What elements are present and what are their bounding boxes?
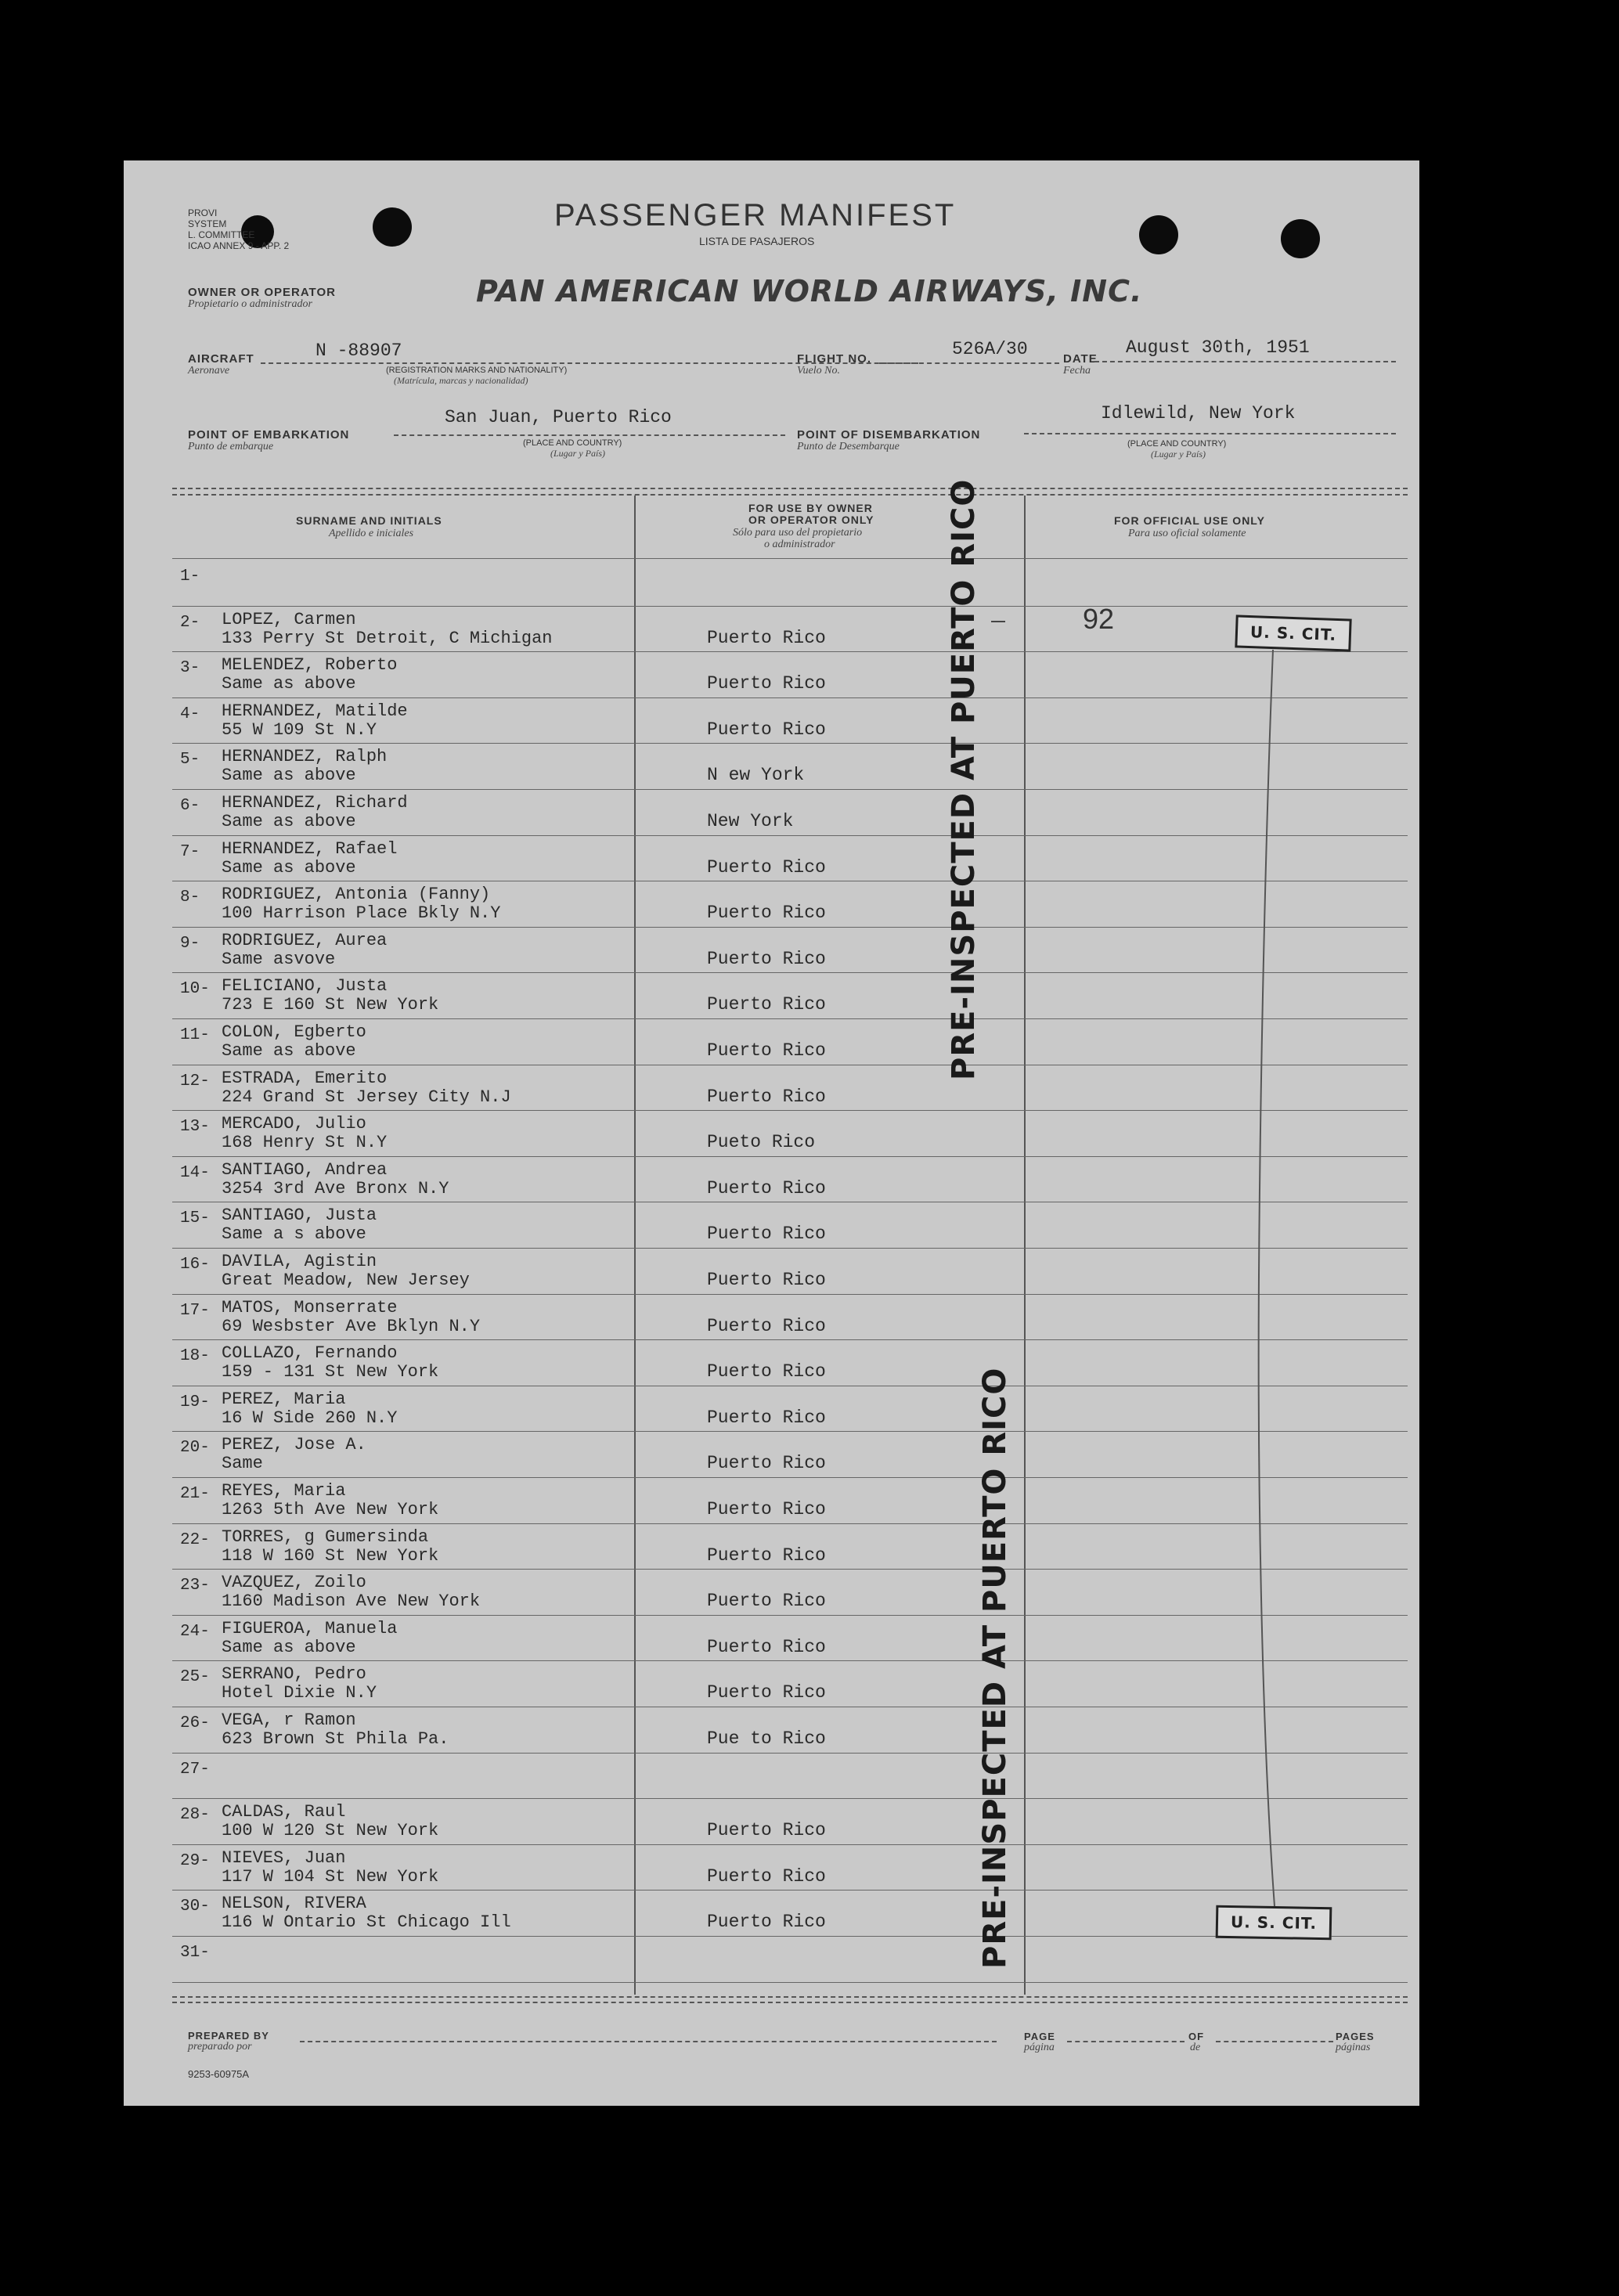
row-number: 25- bbox=[180, 1668, 210, 1687]
passenger-address: Same as above bbox=[222, 1637, 356, 1657]
row-number: 6- bbox=[180, 797, 200, 815]
passenger-destination: Pueto Rico bbox=[707, 1132, 816, 1153]
passenger-destination: Puerto Rico bbox=[707, 1453, 826, 1474]
col-official-header-es: Para uso oficial solamente bbox=[1128, 528, 1246, 539]
official-number: 92 bbox=[1083, 603, 1115, 635]
row-number: 3- bbox=[180, 659, 200, 678]
row-number: 29- bbox=[180, 1851, 210, 1870]
passenger-destination: Puerto Rico bbox=[707, 1315, 826, 1336]
passenger-destination: Puerto Rico bbox=[707, 1040, 826, 1061]
row-number: 30- bbox=[180, 1898, 210, 1916]
row-number: 16- bbox=[180, 1256, 210, 1274]
row-divider bbox=[172, 1339, 1408, 1340]
passenger-name: NELSON, RIVERA bbox=[222, 1894, 366, 1914]
row-number: 27- bbox=[180, 1760, 210, 1779]
row-number: 24- bbox=[180, 1622, 210, 1641]
passenger-address: 55 W 109 St N.Y bbox=[222, 719, 377, 740]
col-surname-header: SURNAME AND INITIALS bbox=[296, 514, 442, 527]
row-number: 10- bbox=[180, 980, 210, 999]
table-top-border-2 bbox=[172, 494, 1408, 496]
table-bottom-border-2 bbox=[172, 2002, 1408, 2003]
passenger-destination: New York bbox=[707, 811, 794, 831]
row-number: 14- bbox=[180, 1163, 210, 1182]
passenger-destination: Puerto Rico bbox=[707, 1086, 826, 1107]
passenger-address: Same as above bbox=[222, 766, 356, 786]
row-divider bbox=[172, 1110, 1408, 1111]
column-divider-1 bbox=[634, 496, 636, 1995]
passenger-name: RODRIGUEZ, Aurea bbox=[222, 930, 388, 950]
row-divider bbox=[172, 1753, 1408, 1754]
row-divider bbox=[172, 1156, 1408, 1157]
passenger-address: 1263 5th Ave New York bbox=[222, 1500, 439, 1519]
row-number: 26- bbox=[180, 1714, 210, 1732]
row-number: 21- bbox=[180, 1485, 210, 1503]
passenger-destination: Puerto Rico bbox=[707, 1865, 826, 1887]
passenger-address: 69 Wesbster Ave Bklyn N.Y bbox=[222, 1316, 481, 1336]
passenger-name: TORRES, g Gumersinda bbox=[222, 1526, 429, 1547]
passenger-address: 16 W Side 260 N.Y bbox=[222, 1408, 398, 1428]
passenger-name: VAZQUEZ, Zoilo bbox=[222, 1573, 366, 1593]
airline-name: PAN AMERICAN WORLD AIRWAYS, INC. bbox=[476, 274, 1143, 308]
row-number: 13- bbox=[180, 1118, 210, 1137]
row-divider bbox=[172, 606, 1408, 607]
column-divider-2 bbox=[1024, 496, 1026, 1995]
owner-label: OWNER OR OPERATOR bbox=[188, 286, 336, 299]
row-divider bbox=[172, 697, 1408, 698]
passenger-address: 623 Brown St Phila Pa. bbox=[222, 1729, 449, 1749]
row-number: 18- bbox=[180, 1347, 210, 1366]
punch-hole-right bbox=[1281, 219, 1320, 258]
page-label-es: página bbox=[1024, 2042, 1055, 2053]
pages-label-es: páginas bbox=[1336, 2042, 1371, 2053]
passenger-destination: Puerto Rico bbox=[707, 1177, 826, 1198]
passenger-name: SANTIAGO, Justa bbox=[222, 1206, 377, 1226]
aircraft-value: N -88907 bbox=[316, 341, 402, 361]
embark-line bbox=[394, 434, 785, 436]
passenger-destination: Puerto Rico bbox=[707, 1499, 826, 1519]
passenger-name: FELICIANO, Justa bbox=[222, 976, 388, 997]
date-label: DATE bbox=[1063, 352, 1098, 366]
punch-hole-left bbox=[373, 207, 412, 247]
flight-label-es: Vuelo No. bbox=[797, 365, 840, 377]
row-divider bbox=[172, 1982, 1408, 1983]
passenger-address: 723 E 160 St New York bbox=[222, 995, 439, 1015]
passenger-address: 3254 3rd Ave Bronx N.Y bbox=[222, 1178, 449, 1198]
row-divider bbox=[172, 972, 1408, 973]
col-surname-header-es: Apellido e iniciales bbox=[329, 528, 414, 539]
us-cit-ditto-line bbox=[1251, 650, 1298, 1910]
col-owner-header-es-2: o administrador bbox=[764, 539, 835, 550]
embarkation-value: San Juan, Puerto Rico bbox=[445, 407, 672, 427]
passenger-address: 159 - 131 St New York bbox=[222, 1362, 439, 1382]
print-code: 9253-60975A bbox=[188, 2068, 250, 2080]
passenger-destination: Pue to Rico bbox=[707, 1728, 826, 1749]
passenger-name: REYES, Maria bbox=[222, 1481, 346, 1501]
disembark-place-caption-es: (Lugar y País) bbox=[1151, 449, 1206, 460]
passenger-destination: Puerto Rico bbox=[707, 1912, 826, 1933]
row-divider bbox=[172, 1660, 1408, 1661]
of-label-es: de bbox=[1190, 2042, 1201, 2053]
passenger-name: MERCADO, Julio bbox=[222, 1114, 366, 1134]
passenger-address: Same bbox=[222, 1454, 263, 1474]
passenger-address: 100 Harrison Place Bkly N.Y bbox=[222, 903, 501, 924]
passenger-destination: Puerto Rico bbox=[707, 627, 826, 648]
prepared-by-label-es: preparado por bbox=[188, 2041, 252, 2053]
disembark-label-es: Punto de Desembarque bbox=[797, 441, 900, 452]
row-divider bbox=[172, 1615, 1408, 1616]
passenger-destination: N ew York bbox=[707, 765, 805, 786]
passenger-name: COLON, Egberto bbox=[222, 1022, 366, 1042]
passenger-address: 118 W 160 St New York bbox=[222, 1545, 439, 1566]
passenger-address: Same as above bbox=[222, 857, 356, 878]
passenger-destination: Puerto Rico bbox=[707, 673, 826, 694]
row-number: 1- bbox=[180, 568, 200, 586]
row-number: 31- bbox=[180, 1944, 210, 1962]
passenger-address: 117 W 104 St New York bbox=[222, 1866, 439, 1887]
pre-inspected-stamp-upper: PRE-INSPECTED AT PUERTO RICO bbox=[946, 478, 982, 1080]
page-line bbox=[1067, 2041, 1185, 2042]
passenger-destination: Puerto Rico bbox=[707, 719, 826, 740]
passenger-name: PEREZ, Jose A. bbox=[222, 1435, 366, 1455]
row-divider bbox=[172, 743, 1408, 744]
passenger-address: Same a s above bbox=[222, 1224, 366, 1245]
row-number: 22- bbox=[180, 1530, 210, 1549]
passenger-name: SERRANO, Pedro bbox=[222, 1664, 366, 1685]
passenger-destination: Puerto Rico bbox=[707, 903, 826, 924]
embark-label: POINT OF EMBARKATION bbox=[188, 428, 350, 442]
passenger-destination: Puerto Rico bbox=[707, 994, 826, 1015]
row-number: 23- bbox=[180, 1577, 210, 1595]
owner-label-es: Propietario o administrador bbox=[188, 298, 312, 310]
row-divider bbox=[172, 1569, 1408, 1570]
page-title-es: LISTA DE PASAJEROS bbox=[699, 235, 815, 247]
pages-label: PAGES bbox=[1336, 2031, 1375, 2042]
passenger-address: Same asvove bbox=[222, 949, 336, 969]
embark-place-caption-es: (Lugar y País) bbox=[550, 448, 605, 459]
row-number: 20- bbox=[180, 1439, 210, 1458]
passenger-destination: Puerto Rico bbox=[707, 1407, 826, 1428]
passenger-address: Hotel Dixie N.Y bbox=[222, 1683, 377, 1703]
row-divider bbox=[172, 1523, 1408, 1524]
form-code: PROVI SYSTEM L. COMMITTEE ICAO ANNEX 9 - APP. 2 bbox=[188, 207, 290, 251]
passenger-name: ESTRADA, Emerito bbox=[222, 1068, 388, 1088]
passenger-name: NIEVES, Juan bbox=[222, 1847, 346, 1868]
passenger-name: RODRIGUEZ, Antonia (Fanny) bbox=[222, 885, 491, 905]
passenger-address: Same as above bbox=[222, 674, 356, 694]
row-divider bbox=[172, 789, 1408, 790]
page-title: PASSENGER MANIFEST bbox=[554, 198, 957, 232]
aircraft-label-es: Aeronave bbox=[188, 365, 230, 377]
disembarkation-value: Idlewild, New York bbox=[1101, 403, 1296, 424]
row-divider bbox=[172, 927, 1408, 928]
registration-caption: (REGISTRATION MARKS AND NATIONALITY) bbox=[386, 366, 568, 375]
header-row-border bbox=[172, 558, 1408, 559]
us-cit-stamp-top: U. S. CIT. bbox=[1235, 615, 1351, 651]
pre-inspected-stamp-lower: PRE-INSPECTED AT PUERTO RICO bbox=[977, 1367, 1013, 1969]
passenger-destination: Puerto Rico bbox=[707, 856, 826, 878]
passenger-name: HERNANDEZ, Rafael bbox=[222, 838, 398, 859]
passenger-address: 100 W 120 St New York bbox=[222, 1821, 439, 1841]
col-owner-header-es-1: Sólo para uso del propietario bbox=[733, 527, 863, 539]
row-number: 19- bbox=[180, 1393, 210, 1411]
row-number: 2- bbox=[180, 613, 200, 632]
passenger-destination: Puerto Rico bbox=[707, 1361, 826, 1382]
row-divider bbox=[172, 1798, 1408, 1799]
row-number: 9- bbox=[180, 934, 200, 953]
passenger-name: COLLAZO, Fernando bbox=[222, 1343, 398, 1364]
disembark-label: POINT OF DISEMBARKATION bbox=[797, 428, 981, 442]
row-divider bbox=[172, 835, 1408, 836]
table-bottom-border bbox=[172, 1996, 1408, 1998]
punch-hole-middle bbox=[1139, 215, 1178, 254]
date-value: August 30th, 1951 bbox=[1126, 337, 1310, 358]
row-number: 4- bbox=[180, 705, 200, 723]
row-divider bbox=[172, 1294, 1408, 1295]
table-top-border bbox=[172, 488, 1408, 489]
row-divider bbox=[172, 1477, 1408, 1478]
passenger-name: FIGUEROA, Manuela bbox=[222, 1618, 398, 1638]
row-number: 5- bbox=[180, 751, 200, 770]
disembark-place-caption: (PLACE AND COUNTRY) bbox=[1127, 439, 1227, 449]
check-mark bbox=[991, 621, 1005, 622]
passenger-name: HERNANDEZ, Matilde bbox=[222, 701, 408, 721]
passenger-destination: Puerto Rico bbox=[707, 1224, 826, 1245]
passenger-destination: Puerto Rico bbox=[707, 1820, 826, 1841]
row-divider bbox=[172, 1844, 1408, 1845]
row-number: 12- bbox=[180, 1072, 210, 1090]
passenger-name: PEREZ, Maria bbox=[222, 1389, 346, 1409]
passenger-destination: Puerto Rico bbox=[707, 1544, 826, 1566]
row-number: 11- bbox=[180, 1026, 210, 1044]
passenger-address: Same as above bbox=[222, 1041, 356, 1061]
passenger-address: 116 W Ontario St Chicago Ill bbox=[222, 1912, 511, 1933]
passenger-destination: Puerto Rico bbox=[707, 1270, 826, 1290]
passenger-address: 133 Perry St Detroit, C Michigan bbox=[222, 628, 553, 648]
passenger-address: Same as above bbox=[222, 812, 356, 831]
of-label: OF bbox=[1188, 2031, 1205, 2042]
passenger-name: HERNANDEZ, Ralph bbox=[222, 747, 388, 767]
embark-label-es: Punto de embarque bbox=[188, 441, 274, 452]
passenger-address: Great Meadow, New Jersey bbox=[222, 1271, 470, 1290]
row-divider bbox=[172, 1248, 1408, 1249]
prepared-by-label: PREPARED BY bbox=[188, 2030, 269, 2042]
manifest-sheet bbox=[124, 160, 1419, 2106]
row-divider bbox=[172, 1890, 1408, 1891]
passenger-name: VEGA, r Ramon bbox=[222, 1710, 356, 1730]
passenger-name: SANTIAGO, Andrea bbox=[222, 1159, 388, 1180]
passenger-address: 224 Grand St Jersey City N.J bbox=[222, 1087, 511, 1107]
passenger-destination: Puerto Rico bbox=[707, 1636, 826, 1657]
us-cit-stamp-bottom: U. S. CIT. bbox=[1216, 1905, 1332, 1941]
row-divider bbox=[172, 651, 1408, 652]
prepared-by-line bbox=[300, 2041, 997, 2042]
row-number: 8- bbox=[180, 888, 200, 907]
date-line bbox=[1094, 361, 1396, 362]
col-owner-header-1: FOR USE BY OWNER bbox=[748, 502, 873, 514]
passenger-address: 1160 Madison Ave New York bbox=[222, 1591, 481, 1612]
col-owner-header-2: OR OPERATOR ONLY bbox=[748, 514, 874, 526]
aircraft-label: AIRCRAFT bbox=[188, 352, 254, 366]
embark-place-caption: (PLACE AND COUNTRY) bbox=[523, 438, 622, 448]
date-label-es: Fecha bbox=[1063, 365, 1091, 377]
page-label: PAGE bbox=[1024, 2031, 1055, 2042]
row-number: 28- bbox=[180, 1806, 210, 1825]
row-divider bbox=[172, 1018, 1408, 1019]
passenger-name: DAVILA, Agistin bbox=[222, 1252, 377, 1271]
passenger-destination: Puerto Rico bbox=[707, 948, 826, 969]
disembark-line bbox=[1024, 433, 1396, 434]
col-official-header: FOR OFFICIAL USE ONLY bbox=[1114, 514, 1265, 527]
passenger-name: MELENDEZ, Roberto bbox=[222, 655, 398, 676]
passenger-destination: Puerto Rico bbox=[707, 1591, 826, 1612]
flight-line bbox=[879, 362, 1059, 364]
of-line bbox=[1216, 2041, 1333, 2042]
flight-number: 526A/30 bbox=[952, 339, 1028, 359]
row-number: 15- bbox=[180, 1209, 210, 1228]
row-number: 17- bbox=[180, 1301, 210, 1320]
passenger-name: MATOS, Monserrate bbox=[222, 1297, 398, 1317]
passenger-name: CALDAS, Raul bbox=[222, 1802, 346, 1822]
passenger-address: 168 Henry St N.Y bbox=[222, 1133, 388, 1153]
passenger-destination: Puerto Rico bbox=[707, 1682, 826, 1703]
passenger-name: LOPEZ, Carmen bbox=[222, 609, 356, 629]
passenger-name: HERNANDEZ, Richard bbox=[222, 793, 408, 813]
row-number: 7- bbox=[180, 842, 200, 861]
flight-label: FLIGHT NO. bbox=[797, 352, 871, 366]
row-divider bbox=[172, 1431, 1408, 1432]
registration-caption-es: (Matrícula, marcas y nacionalidad) bbox=[394, 375, 528, 386]
